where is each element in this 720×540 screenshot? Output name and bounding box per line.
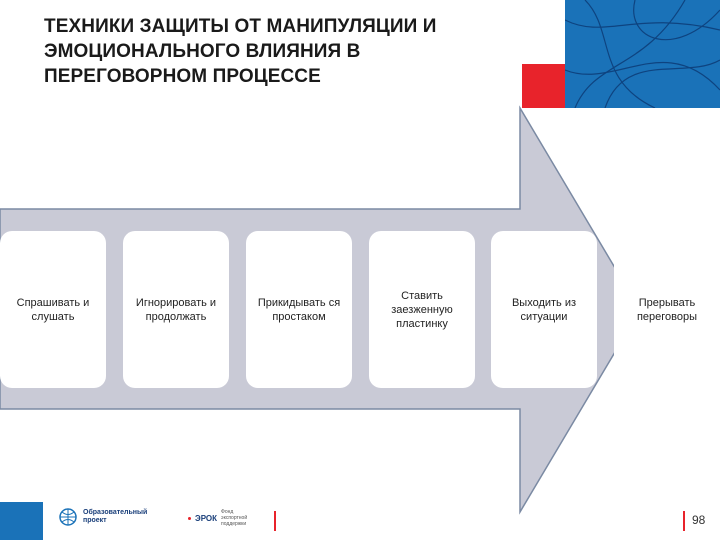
footer-divider [274, 511, 276, 531]
globe-icon [59, 508, 77, 526]
step-label: Выходить из ситуации [511, 296, 577, 323]
footer-blue-block [0, 502, 43, 540]
brand-caption: Фонд экспортной поддержки [221, 509, 248, 527]
step-card-2 [123, 231, 229, 388]
export-fund-logo [188, 509, 255, 527]
step-card-3 [246, 231, 352, 388]
step-label: Спрашивать и слушать [16, 296, 90, 323]
page-number: 98 [692, 513, 706, 527]
page-divider [683, 511, 685, 531]
step-card-5 [491, 231, 597, 388]
step-label: Прикидывать ся простаком [257, 296, 341, 323]
brand-name: ЭРОК [195, 513, 218, 523]
logo-text: Образовательный проект [83, 509, 148, 524]
step-label: Ставить заезженную пластинку [391, 289, 453, 330]
step-label: Игнорировать и продолжать [135, 296, 217, 323]
step-card-1 [0, 231, 106, 388]
education-project-logo [59, 508, 147, 526]
slide-title: ТЕХНИКИ ЗАЩИТЫ ОТ МАНИПУЛЯЦИИ И ЭМОЦИОНАЛЬНОГО ВЛИЯНИЯ В ПЕРЕГОВОРНОМ ПРОЦЕССЕ [44, 16, 437, 87]
step-label: Прерывать переговоры [636, 296, 698, 323]
dot-icon [188, 517, 191, 520]
step-card-4 [369, 231, 475, 388]
step-card-6 [614, 231, 720, 388]
